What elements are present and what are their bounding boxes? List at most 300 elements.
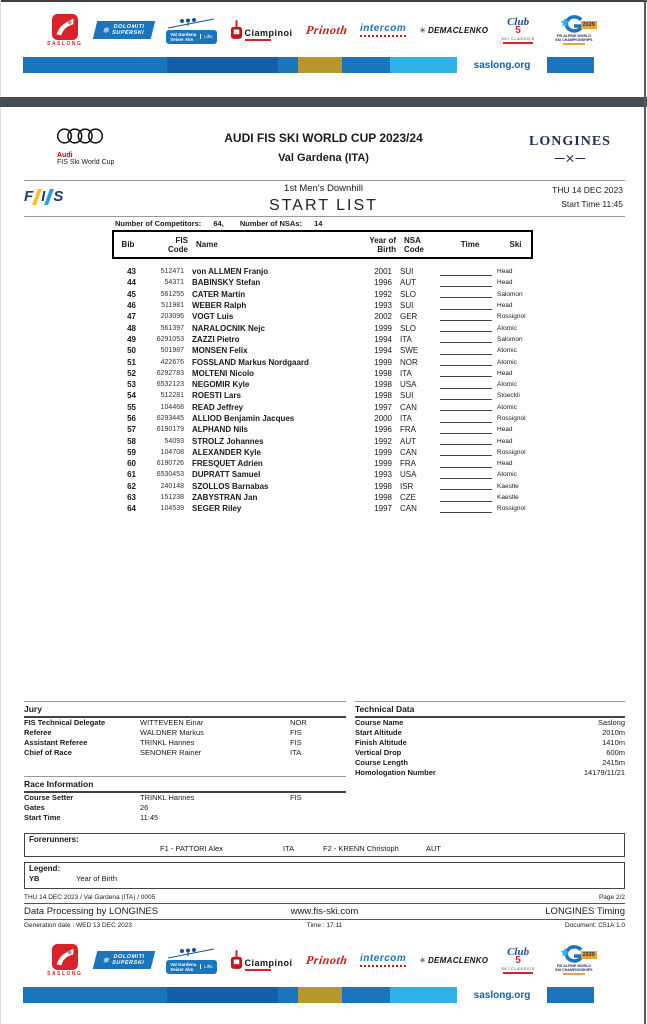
- footer-row-3: [24, 920, 625, 929]
- cell-time: [438, 279, 494, 287]
- demaclenko-label: DEMACLENKO: [427, 25, 489, 35]
- valgardena-lifts-logo: Val Gardena Seiser Alm Lifts: [166, 947, 216, 974]
- cell-time: [438, 268, 494, 276]
- top-sponsor-banner: [0, 8, 647, 71]
- technical-data-row: [355, 768, 625, 778]
- cell-fis-code: 203096: [160, 313, 184, 321]
- cell-ski: Salomon: [497, 335, 523, 343]
- saslong-logo: [47, 14, 82, 47]
- cell-ski: Atomic: [497, 324, 517, 332]
- ciampinoi-label: Ciampinoi: [244, 27, 293, 38]
- cell-fis-code: 512281: [160, 392, 184, 400]
- cell-time: [438, 494, 494, 502]
- cell-yob: 1996: [374, 278, 392, 288]
- intercom-logo: intercom: [360, 953, 406, 967]
- cell-yob: 1992: [374, 289, 392, 299]
- valgardena-lifts-logo: [166, 17, 216, 44]
- table-row: [112, 503, 533, 514]
- wc2029-goldbar: [563, 43, 585, 45]
- cell-nsa: SLO: [400, 323, 417, 333]
- cell-ski: Head: [497, 279, 513, 287]
- cell-ski: Atomic: [497, 403, 517, 411]
- forerunner-2: F2 - KRENN Christoph: [323, 844, 399, 853]
- legend-code: YB: [29, 874, 40, 883]
- cell-bib: 43: [127, 267, 136, 277]
- cell-ski: Head: [497, 426, 513, 434]
- jury-name: SENONER Rainer: [140, 748, 202, 757]
- bar-segment: [278, 57, 298, 73]
- dolomiti-superski-logo: [93, 21, 155, 39]
- cell-bib: 58: [127, 436, 136, 446]
- cell-ski: Head: [497, 460, 513, 468]
- time-blank-line: [440, 369, 492, 377]
- time-blank-line: [440, 290, 492, 298]
- technical-data-rows: [355, 718, 625, 778]
- table-body: [112, 266, 533, 515]
- chairlift-icon: [166, 17, 216, 30]
- tech-label: Finish Altitude: [355, 738, 407, 747]
- page-top-edge: [0, 0, 647, 2]
- table-row: [112, 289, 533, 300]
- technical-data-row: [355, 728, 625, 738]
- cell-name: VOGT Luis: [192, 312, 234, 322]
- cell-name: STROLZ Johannes: [192, 436, 264, 446]
- time-blank-line: [440, 471, 492, 479]
- event-title: AUDI FIS SKI WORLD CUP 2023/24: [224, 131, 423, 145]
- demaclenko-logo: [419, 26, 488, 35]
- intercom-label: intercom: [360, 23, 407, 34]
- cell-bib: 52: [127, 368, 136, 378]
- table-row: [112, 492, 533, 503]
- time-blank-line: [440, 392, 492, 400]
- ciampinoi-logo: [230, 20, 293, 41]
- cell-time: [438, 426, 494, 434]
- time-blank-line: [440, 381, 492, 389]
- time-blank-line: [440, 313, 492, 321]
- competitors-summary: [115, 219, 322, 228]
- table-row: [112, 356, 533, 367]
- race-info-nsa: [290, 803, 346, 813]
- cell-time: [438, 347, 494, 355]
- forerunner-1: F1 - PATTORI Alex: [160, 844, 223, 853]
- table-header: [112, 230, 533, 259]
- cell-nsa: CZE: [400, 493, 416, 503]
- technical-data-title: Technical Data: [355, 702, 625, 718]
- jury-row: [24, 738, 346, 748]
- cell-nsa: AUT: [400, 278, 416, 288]
- cell-ski: Rossignol: [497, 415, 526, 422]
- cell-time: [438, 415, 494, 423]
- tech-label: Course Length: [355, 758, 408, 767]
- jury-rows: [24, 718, 346, 758]
- legend-box: [24, 862, 625, 889]
- jury-row: [24, 748, 346, 758]
- bar-segment: [547, 57, 594, 73]
- nsas-label: Number of NSAs:: [239, 219, 302, 228]
- longines-logo: [515, 134, 625, 168]
- race-date: THU 14 DEC 2023: [552, 185, 623, 195]
- forerunner-2-nsa: AUT: [426, 844, 441, 853]
- gondola-icon: [230, 20, 243, 41]
- forerunners-box: [24, 833, 625, 857]
- cell-nsa: FRA: [400, 425, 416, 435]
- valgardena-line1: Val Gardena: [170, 31, 197, 37]
- bar-segment-gold: [298, 987, 342, 1003]
- race-information-rows: [24, 793, 346, 823]
- cell-time: [438, 324, 494, 332]
- table-row: [112, 424, 533, 435]
- table-row: [112, 300, 533, 311]
- table-row: [112, 413, 533, 424]
- time-blank-line: [440, 426, 492, 434]
- cell-fis-code: 151238: [160, 494, 184, 502]
- cell-time: [438, 313, 494, 321]
- cell-ski: Head: [497, 369, 513, 377]
- cell-fis-code: 6530453: [156, 471, 184, 479]
- cell-yob: 2000: [374, 414, 392, 423]
- cell-nsa: ISR: [400, 481, 414, 491]
- cell-name: ZAZZI Pietro: [192, 334, 240, 344]
- tech-value: 600m: [606, 748, 625, 757]
- cell-name: ROESTI Lars: [192, 391, 241, 401]
- cell-nsa: CAN: [400, 504, 417, 514]
- year-2029-badge: 2029: [582, 22, 595, 28]
- saslong-color-bar: [23, 987, 594, 1003]
- cell-ski: Atomic: [497, 347, 517, 355]
- cell-yob: 2002: [374, 312, 392, 322]
- time-blank-line: [440, 268, 492, 276]
- club5-redline: [503, 42, 533, 44]
- cell-fis-code: 54093: [164, 437, 184, 445]
- cell-bib: 57: [127, 425, 136, 435]
- valgardena-lifts-label: Lifts: [200, 34, 212, 39]
- cell-fis-code: 422676: [160, 358, 184, 366]
- cell-bib: 51: [127, 357, 136, 367]
- cell-yob: 1997: [374, 402, 392, 412]
- race-info-value: 11:45: [140, 813, 159, 822]
- cell-nsa: AUT: [400, 436, 416, 446]
- nsas-count: 14: [314, 219, 323, 228]
- cell-name: WEBER Ralph: [192, 301, 247, 311]
- table-row: [112, 334, 533, 345]
- legend-desc: Year of Birth: [76, 874, 117, 883]
- cell-bib: 60: [127, 459, 136, 469]
- gear-icon: ✳: [419, 25, 426, 35]
- cell-ski: Rossignol: [497, 448, 526, 456]
- cell-yob: 1998: [374, 368, 392, 378]
- subheader-divider: [24, 216, 625, 217]
- fis-logo: F I S: [24, 188, 64, 205]
- jury-name: TRINKL Hannes: [140, 738, 195, 747]
- saslong-icon: [52, 944, 78, 970]
- jury-role: Chief of Race: [24, 748, 72, 757]
- bar-segment: [342, 57, 390, 73]
- cell-ski: Stoeckli: [497, 392, 520, 400]
- race-name: 1st Men's Downhill: [284, 183, 363, 194]
- legend-entry: [29, 874, 620, 883]
- cell-name: DUPRATT Samuel: [192, 470, 261, 480]
- cell-yob: 1997: [374, 504, 392, 514]
- cell-name: BABINSKY Stefan: [192, 278, 261, 288]
- cell-yob: 1994: [374, 334, 392, 344]
- bar-segment: [23, 57, 167, 73]
- cell-name: NEGOMIR Kyle: [192, 380, 250, 390]
- race-info-nsa: [290, 813, 346, 823]
- bar-segment: [278, 987, 298, 1003]
- jury-nsa: FIS: [290, 738, 302, 747]
- saslong-color-bar: [23, 57, 594, 73]
- bar-segment: [23, 987, 167, 1003]
- tech-value: 2010m: [602, 728, 625, 737]
- cell-time: [438, 369, 494, 377]
- snowflake-icon: ❄: [102, 955, 112, 965]
- table-row: [112, 469, 533, 480]
- cell-nsa: CAN: [400, 402, 417, 412]
- saslong-icon: [52, 14, 78, 40]
- cell-ski: Head: [497, 437, 513, 445]
- race-info-label: Gates: [24, 803, 45, 812]
- cell-bib: 54: [127, 391, 136, 401]
- cell-time: [438, 302, 494, 310]
- footer-timing: LONGINES Timing: [545, 906, 625, 917]
- cell-bib: 56: [127, 414, 136, 423]
- cell-nsa: ITA: [400, 368, 412, 378]
- document-footer: [24, 894, 625, 929]
- technical-data-section: [355, 701, 625, 778]
- cell-fis-code: 104468: [160, 403, 184, 411]
- club5-logo: Club 5 SKI CLASSICS: [501, 946, 535, 974]
- cell-yob: 1993: [374, 301, 392, 311]
- table-row: [112, 368, 533, 379]
- cell-name: FOSSLAND Markus Nordgaard: [192, 357, 309, 367]
- col-header-bib: Bib: [121, 240, 135, 249]
- time-blank-line: [440, 505, 492, 513]
- race-start-time: Start Time 11:45: [561, 198, 623, 209]
- race-information-title: Race Information: [24, 777, 346, 793]
- jury-role: Assistant Referee: [24, 738, 88, 747]
- cell-yob: 1998: [374, 380, 392, 390]
- cell-nsa: CAN: [400, 447, 417, 457]
- cell-time: [438, 460, 494, 468]
- table-row: [112, 379, 533, 390]
- cell-yob: 1999: [374, 459, 392, 469]
- race-info-label: Start Time: [24, 813, 61, 822]
- time-blank-line: [440, 437, 492, 445]
- cell-name: ZABYSTRAN Jan: [192, 493, 258, 503]
- bar-segment-cyan: [390, 987, 457, 1003]
- cell-name: SZOLLOS Barnabas: [192, 481, 269, 491]
- wc2029-line2: SKI CHAMPIONSHIPS: [555, 38, 593, 42]
- race-info-nsa: FIS: [290, 793, 302, 802]
- club5-club-label: Club: [507, 16, 530, 29]
- technical-data-row: [355, 758, 625, 768]
- cell-name: MOLTENI Nicolo: [192, 368, 255, 378]
- cell-bib: 53: [127, 380, 136, 390]
- jury-nsa: ITA: [290, 748, 302, 757]
- cell-time: [438, 403, 494, 411]
- snowflake-icon: ❄: [102, 25, 112, 35]
- date-time-block: [552, 184, 623, 211]
- bar-segment: [342, 987, 390, 1003]
- audi-brand-label: Audi: [57, 152, 73, 159]
- ciampinoi-redbar: [245, 39, 271, 41]
- club5-logo: [501, 16, 535, 44]
- footer-row-2: [24, 904, 625, 920]
- cell-ski: Rossignol: [497, 313, 526, 321]
- cell-bib: 55: [127, 402, 136, 412]
- audi-sub-label: FIS Ski World Cup: [57, 159, 115, 166]
- cell-yob: 1999: [374, 323, 392, 333]
- cell-nsa: USA: [400, 470, 417, 480]
- wc2029-goldbar: [563, 973, 585, 975]
- bar-segment: [547, 987, 594, 1003]
- forerunner-1-nsa: ITA: [283, 844, 295, 853]
- jury-row: [24, 728, 346, 738]
- cell-nsa: USA: [400, 380, 417, 390]
- race-information-row: [24, 813, 346, 823]
- cell-fis-code: 6291053: [156, 335, 184, 343]
- bar-segment: [167, 987, 278, 1003]
- club5-sub-label: SKI CLASSICS: [501, 37, 535, 42]
- jury-name: WALDNER Markus: [140, 728, 204, 737]
- col-header-fis-code: FIS Code: [168, 235, 188, 254]
- cell-bib: 46: [127, 301, 136, 311]
- page-right-edge: [644, 0, 646, 1024]
- forerunners-title: Forerunners:: [29, 835, 79, 844]
- jury-nsa: FIS: [290, 728, 302, 737]
- table-row: [112, 277, 533, 288]
- saslong-label: SASLONG: [47, 40, 83, 47]
- cell-fis-code: 104539: [160, 505, 184, 513]
- cell-fis-code: 6532123: [156, 381, 184, 389]
- race-info-value: TRINKL Hannes: [140, 793, 195, 802]
- dolomiti-line2: SUPERSKI: [111, 30, 146, 36]
- cell-yob: 1994: [374, 346, 392, 356]
- footer-event-ref: THU 14 DEC 2023 / Val Gardena (ITA) / 0005: [24, 894, 156, 901]
- cell-time: [438, 437, 494, 445]
- cell-name: CATER Martin: [192, 289, 246, 299]
- dolomiti-line1: DOLOMITI: [113, 24, 146, 30]
- cell-bib: 45: [127, 289, 136, 299]
- cell-yob: 1998: [374, 481, 392, 491]
- cell-fis-code: 501987: [160, 347, 184, 355]
- cell-name: ALEXANDER Kyle: [192, 447, 261, 457]
- valgardena-line2: Seiser Alm: [170, 36, 194, 42]
- cell-fis-code: 6292783: [156, 369, 184, 377]
- cell-nsa: ITA: [400, 334, 412, 344]
- saslong-label: SASLONG: [47, 970, 83, 977]
- table-row: [112, 435, 533, 446]
- worldchampionships-2029-logo: [548, 15, 600, 45]
- jury-title: Jury: [24, 702, 346, 718]
- jury-name: WITTEVEEN Einar: [140, 718, 204, 727]
- cell-fis-code: 6190179: [156, 426, 184, 434]
- race-information-section: [24, 776, 346, 823]
- cell-time: [438, 381, 494, 389]
- demaclenko-logo: ✳ DEMACLENKO: [419, 955, 489, 965]
- race-info-label: Course Setter: [24, 793, 74, 802]
- jury-section: [24, 701, 346, 758]
- race-information-row: [24, 803, 346, 813]
- cell-nsa: GER: [400, 312, 418, 322]
- cell-time: [438, 358, 494, 366]
- cell-yob: 1999: [374, 357, 392, 367]
- jury-nsa: NOR: [290, 718, 307, 727]
- chairlift-icon: [166, 947, 216, 960]
- cell-nsa: ITA: [400, 414, 412, 423]
- cell-ski: Atomic: [497, 471, 517, 479]
- cell-yob: 1996: [374, 425, 392, 435]
- cell-bib: 63: [127, 493, 136, 503]
- tech-value: 14179/11/21: [583, 768, 625, 777]
- bar-segment-cyan: [390, 57, 457, 73]
- footer-data-processing: Data Processing by LONGINES: [24, 906, 159, 917]
- saslong-url: saslong.org: [473, 59, 531, 71]
- table-row: [112, 390, 533, 401]
- table-row: [112, 311, 533, 322]
- time-blank-line: [440, 335, 492, 343]
- technical-data-row: [355, 718, 625, 728]
- cell-fis-code: 512471: [160, 268, 184, 276]
- winged-hourglass-icon: [550, 154, 590, 163]
- time-blank-line: [440, 460, 492, 468]
- race-info-value: 26: [140, 803, 149, 812]
- header-divider: [24, 180, 625, 181]
- cell-fis-code: 240148: [160, 482, 184, 490]
- col-header-yob: Year of Birth: [369, 235, 396, 254]
- table-row: [112, 481, 533, 492]
- footer-document-id: Document: C51A 1.0: [565, 922, 625, 929]
- club5-number: 5: [515, 25, 521, 37]
- cell-name: MONSEN Felix: [192, 346, 248, 356]
- gear-icon: ✳: [419, 955, 426, 965]
- cell-yob: 2001: [374, 267, 392, 277]
- saslong-logo: [47, 944, 82, 977]
- cell-name: SEGER Riley: [192, 504, 242, 514]
- cell-ski: Kaestle: [497, 482, 519, 490]
- cell-time: [438, 335, 494, 343]
- tech-label: Course Name: [355, 718, 404, 727]
- footer-website: www.fis-ski.com: [290, 906, 359, 917]
- time-blank-line: [440, 448, 492, 456]
- start-list-table: [112, 230, 533, 515]
- sponsor-logo-row: [0, 8, 647, 52]
- cell-yob: 1998: [374, 493, 392, 503]
- cell-time: [438, 290, 494, 298]
- tech-label: Vertical Drop: [355, 748, 402, 757]
- cell-yob: 1999: [374, 447, 392, 457]
- cell-nsa: SUI: [400, 267, 414, 277]
- cell-name: NARALOCNIK Nejc: [192, 323, 265, 333]
- time-blank-line: [440, 347, 492, 355]
- bottom-sponsor-banner: [0, 938, 647, 1001]
- cell-bib: 61: [127, 470, 136, 480]
- jury-role: Referee: [24, 728, 52, 737]
- table-row: [112, 322, 533, 333]
- table-row: [112, 447, 533, 458]
- cell-ski: Salomon: [497, 290, 523, 298]
- longines-label: LONGINES: [529, 134, 611, 149]
- race-information-row: [24, 793, 346, 803]
- competitors-count: 64,: [213, 219, 224, 228]
- time-blank-line: [440, 302, 492, 310]
- cell-yob: 1998: [374, 391, 392, 401]
- cell-bib: 62: [127, 481, 136, 491]
- cell-fis-code: 6190726: [156, 460, 184, 468]
- cell-bib: 64: [127, 504, 136, 514]
- ciampinoi-redbar: [245, 969, 271, 971]
- cell-ski: Atomic: [497, 358, 517, 366]
